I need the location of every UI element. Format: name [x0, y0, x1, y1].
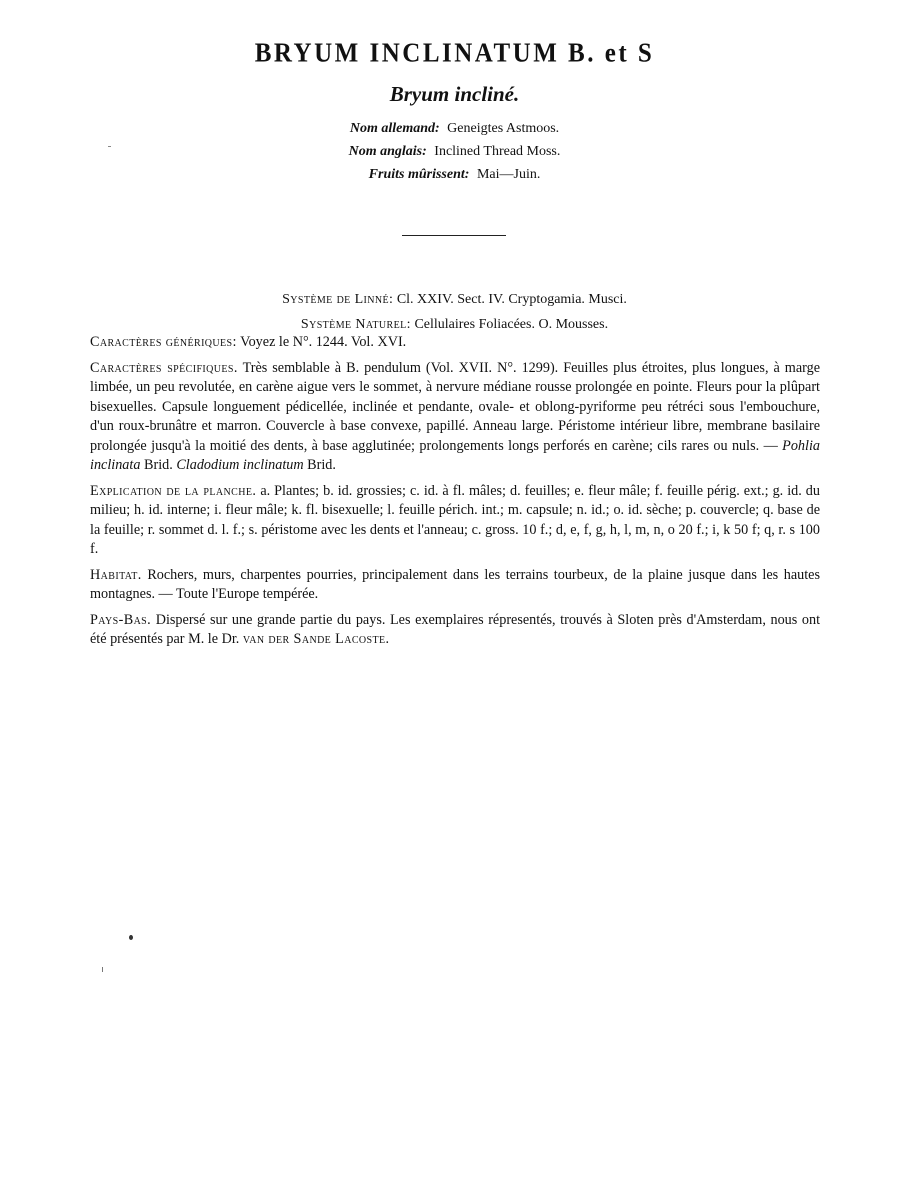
- caracteres-specifiques-text: Très semblable à B. pendulum (Vol. XVII. N°. 1299). Feuilles plus étroites, plus longues, à marge limbée, un peu revolutée, en carène aigue vers le sommet, à nervure médiane rousse prolongée en pointe. Fleurs pour la plûpart bisexuelles. Capsule longuement pédicellée, inclinée et pendante, ovale- et oblong-pyriforme peu rétréci sous l'embouchure, d'un roux-brunâtre et marron. Couvercle à base convexe, papillé. Anneau large. Péristome intérieur libre, membrane basilaire prolongée jusqu'à la moitié des dents, à base agglutinée; prolongements longs perforés en carène; cils rares ou nuls. —: [90, 359, 820, 454]
- pays-bas-label: Pays-Bas.: [90, 611, 152, 628]
- pays-bas: [90, 611, 820, 650]
- species-subtitle: Bryum incliné.: [389, 82, 520, 106]
- description-body: [90, 333, 820, 656]
- habitat-text: Rochers, murs, charpentes pourries, principalement dans les terrains tourbeux, de la plaine jusque dans les hautes montagnes. — Toute l'Europe tempérée.: [90, 566, 820, 602]
- systeme-naturel-label: Système Naturel:: [300, 317, 411, 332]
- pays-bas-author: van der Sande Lacoste.: [242, 631, 390, 647]
- systeme-linne: [0, 287, 909, 312]
- divider-rule: [402, 235, 506, 236]
- systeme-naturel-value: Cellulaires Foliacées. O. Mousses.: [414, 317, 609, 332]
- caracteres-specifiques-label: Caractères spécifiques.: [90, 359, 238, 376]
- caracteres-specifiques: [90, 359, 820, 476]
- fruiting-season-label: Fruits mûrissent:: [368, 167, 470, 182]
- caracteres-generiques-text: Voyez le N°. 1244. Vol. XVI.: [240, 334, 407, 350]
- explication-text: a. Plantes; b. id. grossies; c. id. à fl. mâles; d. feuilles; e. fleur mâle; f. feuille périg. ext.; g. id. du milieu; h. id. interne; i. fleur mâle; k. fl. bisexuelle; l. feuille périch. int.; m. capsule; n. id.; o. id. sèche; p. couvercle; q. base de la feuille; r. sommet d. l. f.; s. péristome avec les dents et l'anneau; c. gross. 10 f.; d, e, f, g, h, l, m, n, o 20 f.; i, k 50 f; q, r. s 100 f.: [90, 482, 820, 557]
- fruiting-season: [0, 163, 909, 186]
- common-names: [0, 117, 909, 186]
- synonym-cladodium: Cladodium inclinatum: [176, 457, 304, 473]
- name-german: [0, 117, 909, 140]
- pays-bas-text: Dispersé sur une grande partie du pays. Les exemplaires répresentés, trouvés à Sloten près d'Amsterdam, nous ont été présentés par M. le Dr.: [90, 611, 821, 647]
- habitat: [90, 566, 820, 605]
- explication-label: Explication de la planche.: [90, 482, 257, 499]
- species-title: BRYUM INCLINATUM B. et S: [254, 38, 655, 69]
- ink-speck: [108, 146, 111, 147]
- habitat-label: Habitat.: [90, 566, 142, 583]
- name-english-label: Nom anglais:: [348, 144, 427, 159]
- ink-speck: [129, 935, 133, 940]
- caracteres-generiques-label: Caractères génériques:: [90, 334, 237, 350]
- synonym-pohlia: Pohlia inclinata: [90, 437, 821, 473]
- synonym-pohlia-author: Brid.: [144, 457, 173, 473]
- caracteres-generiques: [90, 333, 820, 353]
- name-english-value: Inclined Thread Moss.: [434, 144, 561, 159]
- name-german-label: Nom allemand:: [349, 121, 440, 136]
- explication-planche: [90, 482, 820, 560]
- name-german-value: Geneigtes Astmoos.: [447, 121, 560, 136]
- synonym-cladodium-author: Brid.: [307, 457, 336, 473]
- systeme-linne-value: Cl. XXIV. Sect. IV. Cryptogamia. Musci.: [396, 292, 627, 307]
- name-english: [0, 140, 909, 163]
- ink-speck: [102, 967, 103, 972]
- systeme-linne-label: Système de Linné:: [282, 292, 394, 307]
- fruiting-season-value: Mai—Juin.: [476, 167, 541, 182]
- classification-systems: [0, 287, 909, 337]
